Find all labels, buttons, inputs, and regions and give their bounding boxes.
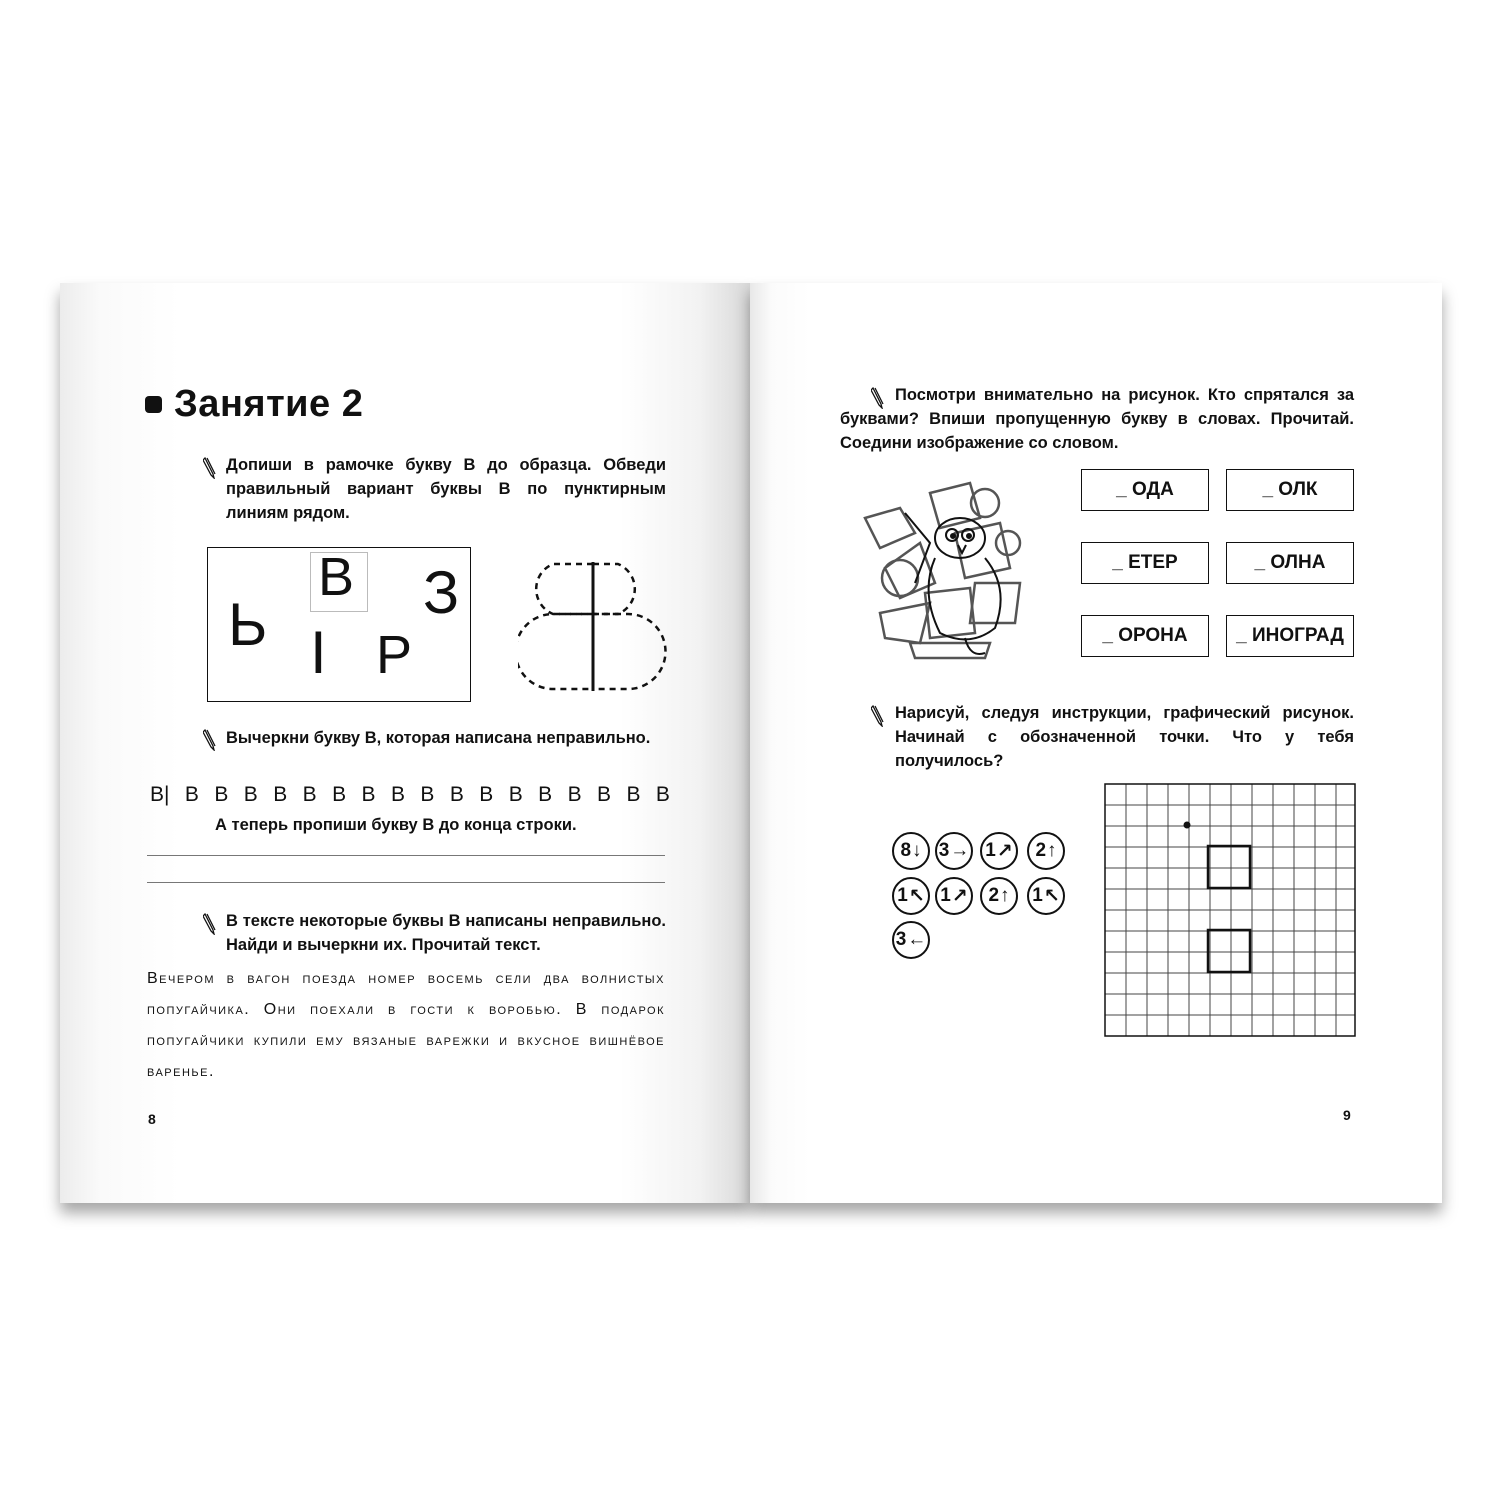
lesson-title: Занятие 2 bbox=[145, 383, 363, 426]
letter-v-item[interactable]: В bbox=[626, 783, 641, 806]
task-3-text: В тексте некоторые буквы В написаны неправильно. Найди и вычеркни их. Прочитай текст. bbox=[226, 912, 666, 954]
letter-v-item[interactable]: В bbox=[273, 783, 288, 806]
story-text[interactable]: Вечером в вагон поезда номер восемь сели два волнистых попугайчика. Они поехали в гости к воробью. В подарок попугайчики купили ему вязаные варежки и вкусное вишнёвое варенье. bbox=[147, 970, 665, 1080]
grid-hint-square-bottom bbox=[1208, 930, 1250, 972]
arrow-up-icon: ↑ bbox=[1000, 885, 1010, 906]
graphic-dictation-grid[interactable] bbox=[1104, 783, 1356, 1037]
instruction-chip: 1 ↖ bbox=[1027, 877, 1065, 915]
fragment-letter-z: З bbox=[423, 559, 460, 626]
task-1-text: Допиши в рамочке букву В до образца. Обведи правильный вариант буквы В по пунктирным линиям рядом. bbox=[226, 456, 666, 522]
task-hidden-picture-text: Посмотри внимательно на рисунок. Кто спрятался за буквами? Впиши пропущенную букву в словах. Прочитай. Соедини изображение со словом. bbox=[840, 386, 1354, 452]
instruction-chip: 2 ↑ bbox=[1027, 832, 1065, 870]
letter-v-item[interactable]: В bbox=[655, 783, 670, 806]
arrow-right-icon: → bbox=[950, 840, 970, 861]
letter-v-row[interactable] bbox=[150, 783, 670, 807]
grid-hint-square-top bbox=[1208, 846, 1250, 888]
pencil-icon bbox=[203, 913, 217, 935]
letter-v-item[interactable]: В bbox=[361, 783, 376, 806]
letter-v-item[interactable]: В bbox=[420, 783, 435, 806]
task-graphic-dictation-text: Нарисуй, следуя инструкции, графический рисунок. Начинай с обозначенной точки. Что у тебя получилось? bbox=[895, 704, 1354, 770]
letter-v-item[interactable]: В bbox=[243, 783, 258, 806]
letter-v-item[interactable]: В bbox=[479, 783, 494, 806]
letter-v-item[interactable]: В bbox=[449, 783, 464, 806]
letter-frame[interactable] bbox=[207, 547, 471, 702]
open-workbook bbox=[60, 283, 1442, 1203]
fragment-letter-stroke: І bbox=[310, 619, 327, 686]
word-box-1[interactable]: _ ОДА bbox=[1081, 469, 1209, 511]
letter-v-item[interactable]: В bbox=[567, 783, 582, 806]
word-box-3[interactable]: _ ЕТЕР bbox=[1081, 542, 1209, 584]
letter-v-item[interactable]: В bbox=[302, 783, 317, 806]
fragment-letter-soft-sign: Ь bbox=[228, 591, 268, 658]
fragment-letter-r: Р bbox=[376, 625, 413, 685]
instruction-chip: 1 ↗ bbox=[980, 832, 1018, 870]
instruction-chip: 3 ← bbox=[892, 921, 930, 959]
letter-v-item[interactable]: В bbox=[538, 783, 553, 806]
hidden-owl-letters-picture[interactable] bbox=[860, 473, 1030, 668]
page-number-left: 8 bbox=[148, 1111, 156, 1127]
word-box-6[interactable]: _ ИНОГРАД bbox=[1226, 615, 1354, 657]
letter-v-item[interactable]: В bbox=[332, 783, 347, 806]
arrow-down-icon: ↓ bbox=[912, 840, 922, 861]
pencil-icon bbox=[871, 705, 885, 727]
letter-v-item[interactable]: В bbox=[184, 783, 199, 806]
arrow-up-right-icon: ↗ bbox=[996, 840, 1013, 862]
task-2b-text: А теперь пропиши букву В до конца строки. bbox=[215, 816, 577, 834]
page-number-right: 9 bbox=[1343, 1107, 1351, 1123]
right-page bbox=[750, 283, 1442, 1203]
word-box-2[interactable]: _ ОЛК bbox=[1226, 469, 1354, 511]
letter-v-item[interactable]: В| bbox=[150, 783, 170, 806]
word-box-4[interactable]: _ ОЛНА bbox=[1226, 542, 1354, 584]
title-bullet-icon bbox=[145, 396, 162, 413]
arrow-up-left-icon: ↖ bbox=[1043, 885, 1060, 907]
letter-v-item[interactable]: В bbox=[214, 783, 229, 806]
pencil-icon bbox=[203, 457, 217, 479]
task-2-text: Вычеркни букву В, которая написана неправильно. bbox=[226, 729, 651, 747]
arrow-up-right-icon: ↗ bbox=[951, 885, 968, 907]
writing-line-1[interactable] bbox=[147, 855, 665, 856]
arrow-up-left-icon: ↖ bbox=[908, 885, 925, 907]
arrow-left-icon: ← bbox=[907, 929, 927, 950]
letter-v-item[interactable]: В bbox=[508, 783, 523, 806]
arrow-up-icon: ↑ bbox=[1047, 840, 1057, 861]
sample-letter: В bbox=[318, 547, 355, 607]
instruction-chip: 3 → bbox=[935, 832, 973, 870]
instruction-chip: 1 ↖ bbox=[892, 877, 930, 915]
instruction-chip: 8 ↓ bbox=[892, 832, 930, 870]
letter-v-item[interactable]: В bbox=[390, 783, 405, 806]
dashed-letter-v-tracing[interactable] bbox=[518, 559, 668, 694]
start-point bbox=[1184, 822, 1191, 829]
instruction-chip: 2 ↑ bbox=[980, 877, 1018, 915]
writing-line-2[interactable] bbox=[147, 882, 665, 883]
pencil-icon bbox=[203, 729, 217, 751]
word-box-5[interactable]: _ ОРОНА bbox=[1081, 615, 1209, 657]
left-page bbox=[60, 283, 750, 1203]
letter-v-item[interactable]: В bbox=[597, 783, 612, 806]
instruction-chip: 1 ↗ bbox=[935, 877, 973, 915]
